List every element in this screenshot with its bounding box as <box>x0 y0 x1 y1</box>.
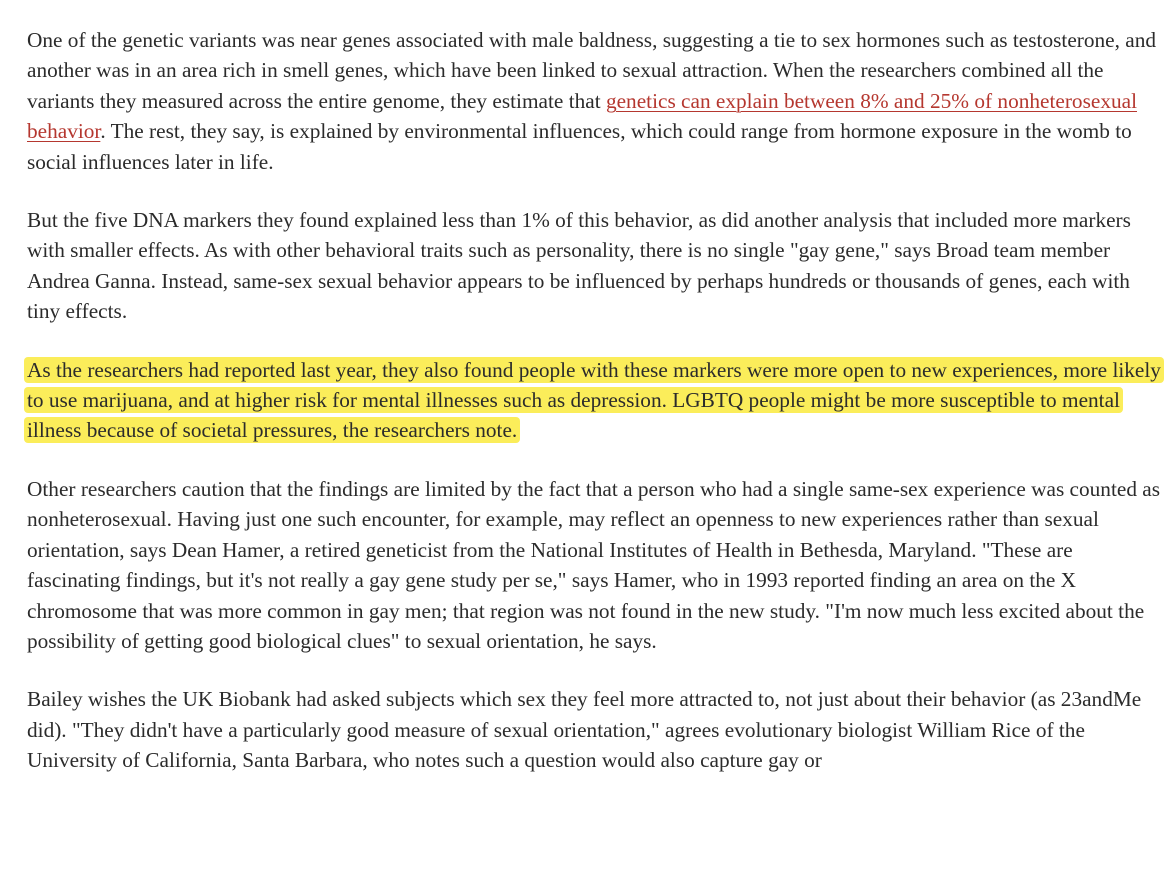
genetics-explain-link[interactable]: genetics can explain between 8% and 25% of nonheterosexual behavior <box>27 88 1137 144</box>
paragraph-2-text: But the five DNA markers they found explained less than 1% of this behavior, as did another analysis that included more markers with smaller effects. As with other behavioral traits such as personality, there is no single "gay gene," says Broad team member Andrea Ganna. Instead, same-sex sexual behavior appears to be influenced by perhaps hundreds or thousands of genes, each with tiny effects. <box>27 208 1131 324</box>
paragraph-2 <box>27 205 1162 327</box>
paragraph-1 <box>27 25 1162 177</box>
paragraph-1-text-b: . The rest, they say, is explained by environmental influences, which could range from hormone exposure in the womb to social influences later in life. <box>27 119 1132 174</box>
highlighted-passage: As the researchers had reported last year, they also found people with these markers were more open to new experiences, more likely to use marijuana, and at higher risk for mental illnesses such as depression. LGBTQ people might be more susceptible to mental illness because of societal pressures, the researchers note. <box>24 357 1164 444</box>
paragraph-3-highlighted <box>27 355 1162 446</box>
paragraph-4-text: Other researchers caution that the findings are limited by the fact that a person who had a single same-sex experience was counted as nonheterosexual. Having just one such encounter, for example, may reflect an openness to new experiences rather than sexual orientation, says Dean Hamer, a retired geneticist from the National Institutes of Health in Bethesda, Maryland. "These are fascinating findings, but it's not really a gay gene study per se," says Hamer, who in 1993 reported finding an area on the X chromosome that was more common in gay men; that region was not found in the new study. "I'm now much less excited about the possibility of getting good biological clues" to sexual orientation, he says. <box>27 476 1161 653</box>
paragraph-5 <box>27 684 1162 775</box>
paragraph-4 <box>27 474 1162 656</box>
paragraph-5-text: Bailey wishes the UK Biobank had asked subjects which sex they feel more attracted to, not just about their behavior (as 23andMe did). "They didn't have a particularly good measure of sexual orientation," agrees evolutionary biologist William Rice of the University of California, Santa Barbara, who notes such a question would also capture gay or <box>27 687 1142 773</box>
article-body <box>27 25 1162 804</box>
paragraph-1-text-a: One of the genetic variants was near genes associated with male baldness, suggesting a tie to sex hormones such as testosterone, and another was in an area rich in smell genes, which have been linked to sexual attraction. When the researchers combined all the variants they measured across the entire genome, they estimate that <box>27 28 1157 113</box>
